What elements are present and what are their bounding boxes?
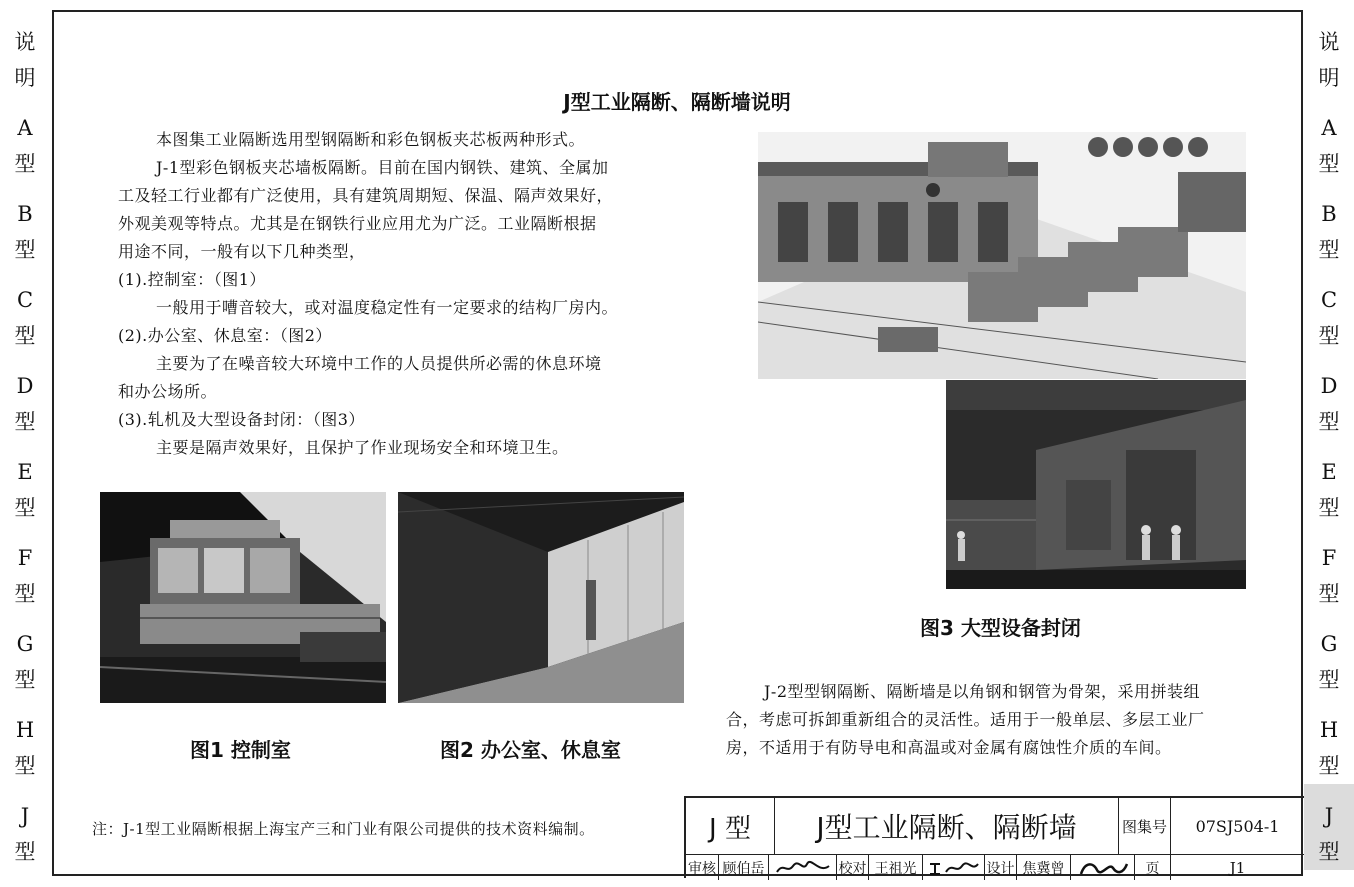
page-label: 页 [1134, 854, 1170, 880]
tab-label: D [1320, 374, 1338, 398]
tab-shuoming[interactable] [0, 10, 50, 96]
text-line: 和办公场所。 [118, 382, 218, 401]
text-line: (3).轧机及大型设备封闭：（图3） [118, 410, 365, 429]
tab-label: 型 [1318, 754, 1340, 778]
type-label: J 型 [709, 813, 751, 844]
tab-label: E [1321, 460, 1337, 484]
tab-e[interactable] [1304, 440, 1354, 526]
tab-label: 明 [1318, 66, 1340, 90]
designer-signature [1070, 854, 1134, 880]
page-number: J1 [1170, 854, 1304, 880]
text-line: (1).控制室：（图1） [118, 270, 266, 289]
tab-h[interactable] [1304, 698, 1354, 784]
reviewer-name: 顾伯岳 [718, 854, 768, 880]
text-line: J-1型彩色钢板夹芯墙板隔断。目前在国内钢铁、建筑、全属加 [156, 158, 609, 177]
tab-f[interactable] [1304, 526, 1354, 612]
text-line: 本图集工业隔断选用型钢隔断和彩色钢板夹芯板两种形式。 [156, 130, 586, 149]
tab-e[interactable] [0, 440, 50, 526]
tab-label: 型 [14, 668, 36, 692]
control-room-photo [100, 492, 386, 703]
right-tab-strip [1304, 0, 1354, 887]
tab-label: G [1320, 632, 1338, 656]
figure1-caption: 图1 控制室 [190, 738, 291, 762]
tab-label: F [1321, 546, 1337, 570]
designer-name: 焦冀曾 [1016, 854, 1070, 880]
checker-name: 王祖光 [868, 854, 922, 880]
tab-label: G [16, 632, 34, 656]
text-line: 合，考虑可拆卸重新组合的灵活性。适用于一般单层、多层工业厂 [726, 710, 1205, 729]
tab-label: C [16, 288, 34, 312]
tab-label: 明 [14, 66, 36, 90]
design-label: 设计 [984, 854, 1016, 880]
tab-label: 型 [1318, 496, 1340, 520]
tab-label: 型 [1318, 152, 1340, 176]
text-line: 一般用于嘈音较大，或对温度稳定性有一定要求的结构厂房内。 [156, 298, 619, 317]
tab-d[interactable] [1304, 354, 1354, 440]
page-title: J型工业隔断、隔断墙说明 [563, 90, 791, 114]
tab-label: B [1321, 202, 1337, 226]
check-label: 校对 [836, 854, 868, 880]
tab-label: H [15, 718, 35, 742]
tab-label: 型 [14, 840, 36, 864]
tab-b[interactable] [0, 182, 50, 268]
left-tab-strip [0, 0, 50, 887]
text-line: 主要为了在噪音较大环境中工作的人员提供所必需的休息环境 [156, 354, 602, 373]
tab-label: 型 [1318, 668, 1340, 692]
text-line: 工及轻工行业都有广泛使用，具有建筑周期短、保温、隔声效果好， [118, 186, 614, 205]
tab-label: 型 [1318, 324, 1340, 348]
tab-c[interactable] [0, 268, 50, 354]
tab-label: J [1324, 804, 1334, 828]
tab-label: D [16, 374, 34, 398]
atlas-number: 07SJ504-1 [1170, 798, 1304, 854]
plant-overview-photo [758, 132, 1246, 379]
tab-label: 型 [1318, 582, 1340, 606]
drawing-name: J型工业隔断、隔断墙 [774, 798, 1118, 854]
tab-label: F [17, 546, 33, 570]
tab-j[interactable] [0, 784, 50, 870]
office-photo [398, 492, 684, 703]
text-line: 主要是隔声效果好，且保护了作业现场安全和环境卫生。 [156, 438, 569, 457]
tab-label: A [17, 116, 33, 140]
figure3-caption: 图3 大型设备封闭 [920, 616, 1081, 640]
tab-label: 型 [14, 152, 36, 176]
title-block [684, 796, 1304, 878]
tab-j[interactable] [1304, 784, 1354, 870]
text-line: 房，不适用于有防导电和高温或对金属有腐蚀性介质的车间。 [726, 738, 1172, 757]
atlas-label: 图集号 [1118, 798, 1170, 854]
tab-c[interactable] [1304, 268, 1354, 354]
tab-g[interactable] [1304, 612, 1354, 698]
tab-label: A [1321, 116, 1337, 140]
tab-shuoming[interactable] [1304, 10, 1354, 96]
tab-b[interactable] [1304, 182, 1354, 268]
tab-label: 型 [14, 324, 36, 348]
footnote: 注：J-1型工业隔断根据上海宝产三和门业有限公司提供的技术资料编制。 [92, 820, 595, 838]
review-label: 审核 [686, 854, 718, 880]
tab-f[interactable] [0, 526, 50, 612]
tab-label: 型 [1318, 238, 1340, 262]
tab-label: B [17, 202, 33, 226]
tab-label: 说 [1318, 30, 1340, 54]
tab-g[interactable] [0, 612, 50, 698]
tab-label: 型 [1318, 840, 1340, 864]
tab-label: C [1320, 288, 1338, 312]
text-line: J-2型型钢隔断、隔断墙是以角钢和钢管为骨架，采用拼装组 [764, 682, 1201, 701]
checker-signature [922, 854, 984, 880]
tab-d[interactable] [0, 354, 50, 440]
tab-label: 型 [1318, 410, 1340, 434]
tab-label: 型 [14, 754, 36, 778]
tab-h[interactable] [0, 698, 50, 784]
text-line: 外观美观等特点。尤其是在钢铁行业应用尤为广泛。工业隔断根据 [118, 214, 597, 233]
text-line: (2).办公室、休息室：（图2） [118, 326, 332, 345]
equipment-enclosure-photo [946, 380, 1246, 589]
text-line: 用途不同，一般有以下几种类型， [118, 242, 366, 261]
tab-label: 型 [14, 582, 36, 606]
tab-label: 型 [14, 496, 36, 520]
tab-label: 说 [14, 30, 36, 54]
tab-label: 型 [14, 410, 36, 434]
tab-label: E [17, 460, 33, 484]
reviewer-signature [768, 854, 836, 880]
tab-label: J [20, 804, 30, 828]
tab-label: H [1319, 718, 1339, 742]
tab-label: 型 [14, 238, 36, 262]
figure2-caption: 图2 办公室、休息室 [440, 738, 621, 762]
